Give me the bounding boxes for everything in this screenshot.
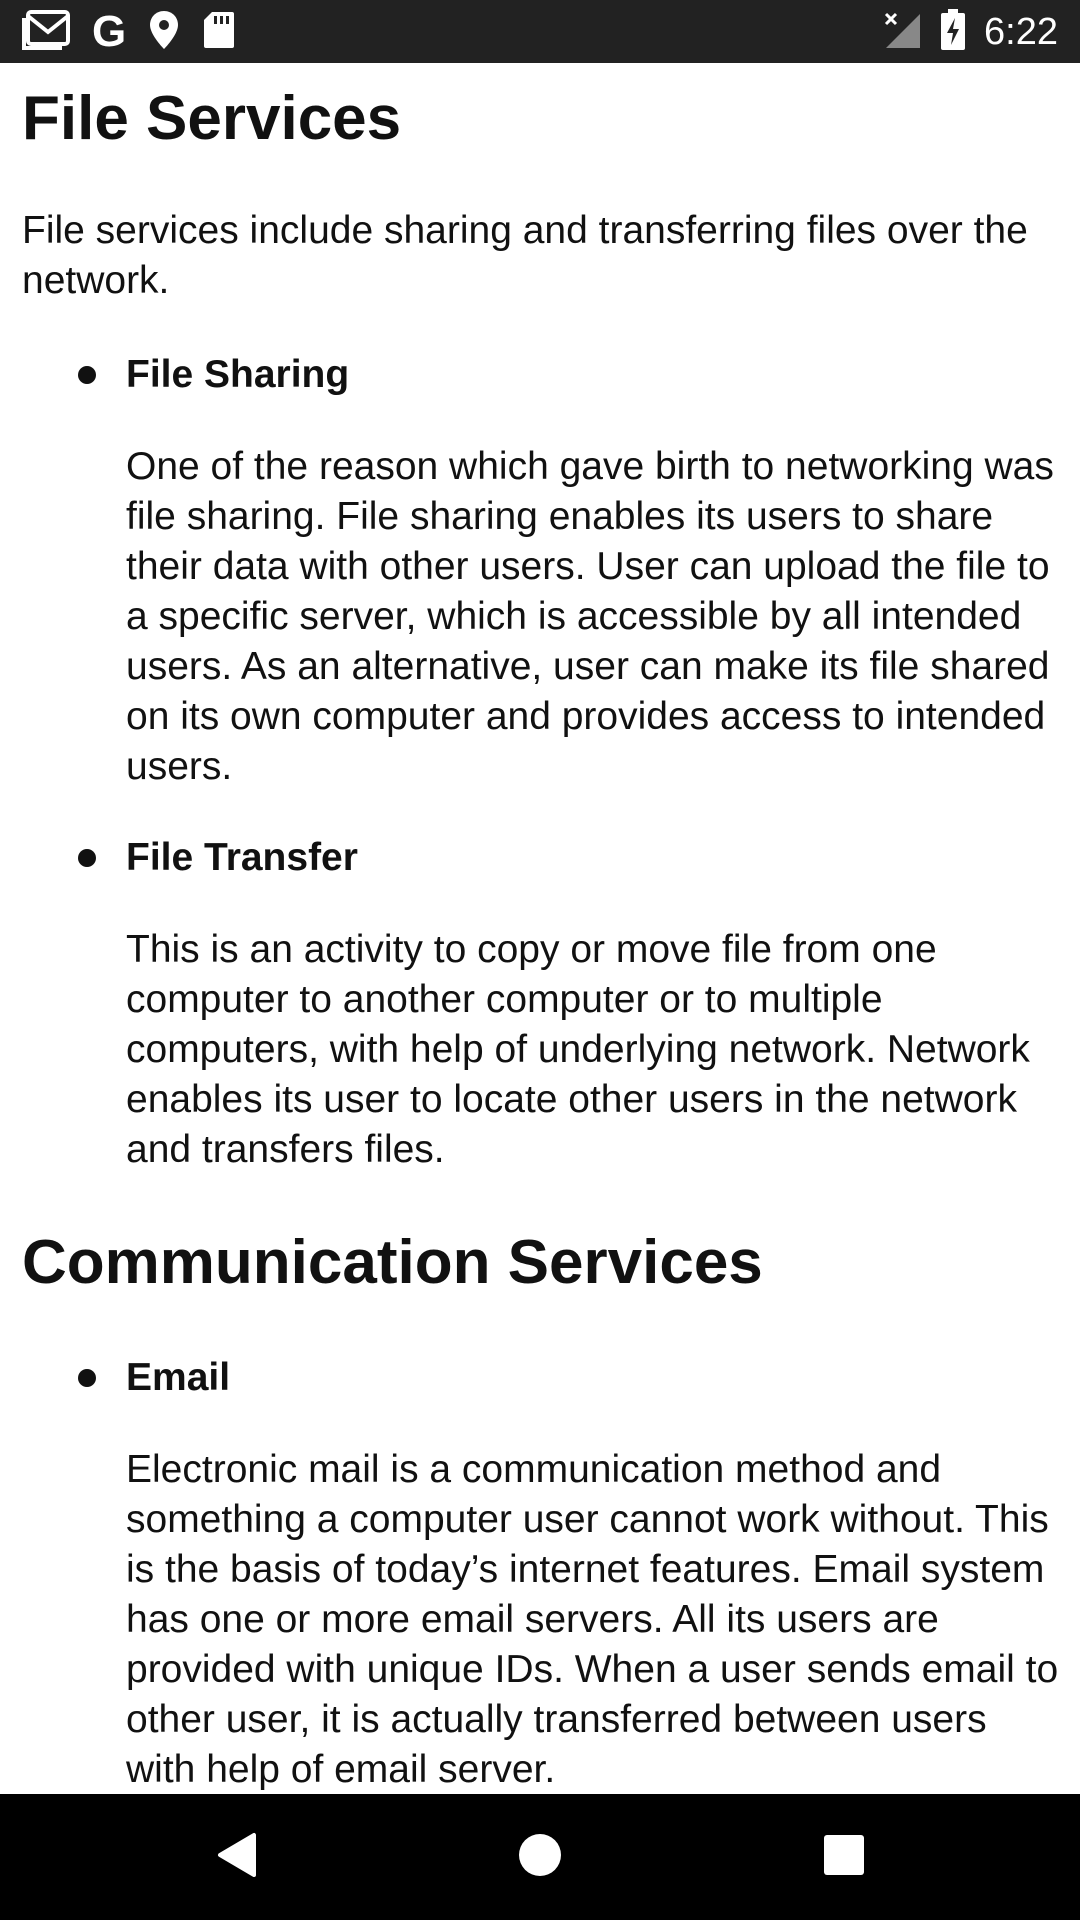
item-body-file-transfer: This is an activity to copy or move file from one computer to another computer or to multiple computers, with help of underlying network. Network enables its user to locate other users in the network and transfers files.: [126, 928, 1030, 1171]
status-clock: 6:22: [984, 10, 1058, 53]
item-title-email: Email: [126, 1356, 231, 1399]
section-title-communication-services: Communication Services: [22, 1228, 763, 1297]
status-bar: [0, 0, 1080, 63]
gmail-icon: [22, 10, 70, 55]
bullet-icon: [78, 366, 96, 384]
status-notification-icons: [22, 7, 236, 56]
back-icon: [214, 1831, 258, 1884]
item-title-file-sharing: File Sharing: [126, 353, 350, 396]
article-content[interactable]: [0, 63, 1080, 1794]
home-button[interactable]: [470, 1794, 610, 1920]
sd-card-icon: [202, 10, 236, 55]
item-title-file-transfer: File Transfer: [126, 836, 358, 879]
status-system-icons: [882, 8, 1058, 56]
back-button[interactable]: [166, 1794, 306, 1920]
navigation-bar: [0, 1794, 1080, 1920]
item-body-file-sharing: One of the reason which gave birth to networking was file sharing. File sharing enables its users to share their data with other users. User can upload the file to a specific server, which is accessible by all intended users. As an alternative, user can make its file shared on its own computer and provides access to intended users.: [126, 445, 1054, 788]
location-pin-icon: [148, 9, 180, 56]
signal-no-service-icon: [882, 10, 922, 55]
google-icon: G: [92, 7, 127, 56]
recents-icon: [823, 1834, 865, 1881]
section-intro: File services include sharing and transferring files over the network.: [22, 209, 1028, 302]
bullet-icon: [78, 849, 96, 867]
battery-charging-icon: [940, 9, 966, 56]
home-icon: [517, 1832, 563, 1883]
section-title-file-services: File Services: [22, 84, 402, 153]
item-body-email: Electronic mail is a communication method and something a computer user cannot work without. This is the basis of today’s internet features. Email system has one or more email servers. All its users are provided with unique IDs. When a user sends email to other user, it is actually transferred between users with help of email server.: [126, 1448, 1059, 1791]
recents-button[interactable]: [774, 1794, 914, 1920]
bullet-icon: [78, 1369, 96, 1387]
